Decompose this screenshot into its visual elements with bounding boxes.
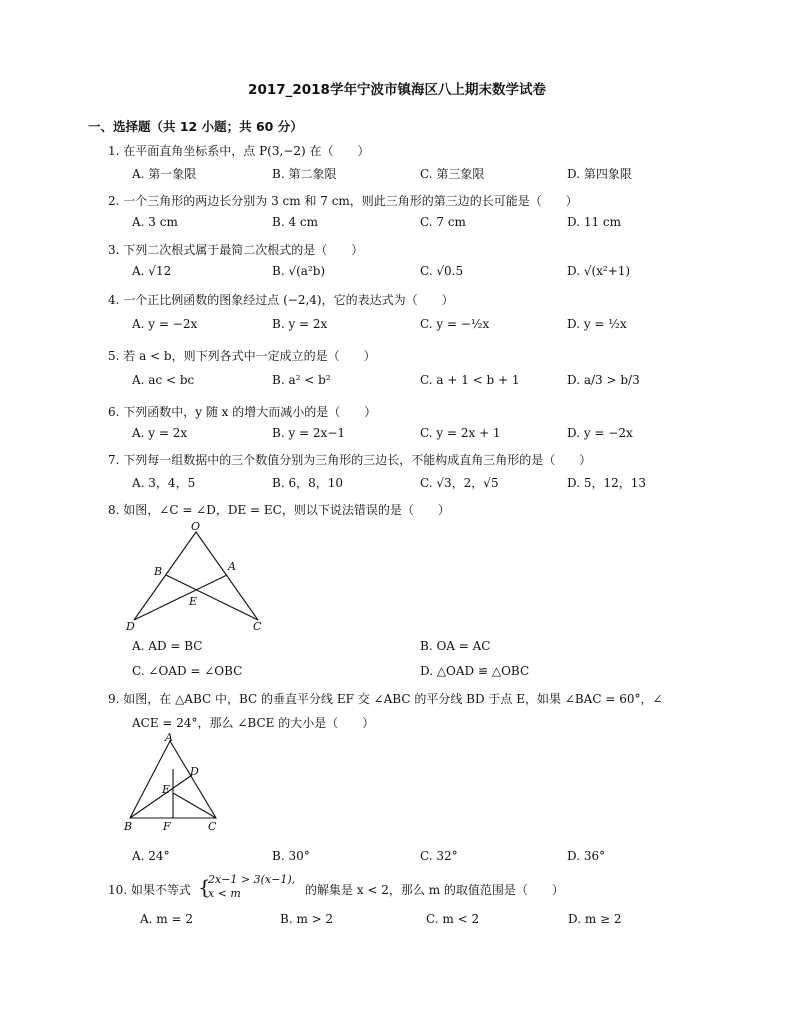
figure-q9-line-ce bbox=[173, 793, 216, 818]
figure-q9-label-b: B bbox=[124, 820, 133, 833]
q1-option-d: D. 第四象限 bbox=[567, 167, 632, 181]
question-9-continued: ACE = 24°，那么 ∠BCE 的大小是（ ） bbox=[132, 716, 375, 730]
figure-q9-label-d: D bbox=[190, 765, 199, 778]
q10-system-line-2: x < m bbox=[208, 887, 241, 900]
q10-option-d: D. m ≥ 2 bbox=[568, 912, 622, 926]
q7-option-b: B. 6，8，10 bbox=[272, 476, 343, 490]
question-10: 10. 如果不等式 bbox=[108, 883, 191, 897]
q4-option-a: A. y = −2x bbox=[132, 317, 198, 331]
q7-option-a: A. 3，4，5 bbox=[132, 476, 196, 490]
figure-q9-bisector-bd bbox=[130, 775, 192, 818]
figure-q8-label-c: C bbox=[253, 620, 262, 633]
figure-q8-label-o: O bbox=[191, 520, 201, 533]
q6-option-c: C. y = 2x + 1 bbox=[420, 426, 501, 440]
section-heading: 一、选择题（共 12 小题；共 60 分） bbox=[88, 119, 303, 134]
figure-q9-label-e: E bbox=[162, 783, 171, 796]
figure-q8-label-d: D bbox=[126, 620, 135, 633]
q5-option-c: C. a + 1 < b + 1 bbox=[420, 373, 520, 387]
q8-option-a: A. AD = BC bbox=[132, 639, 203, 653]
figure-q9-label-c: C bbox=[208, 820, 217, 833]
q8-option-b: B. OA = AC bbox=[420, 639, 491, 653]
q2-option-d: D. 11 cm bbox=[567, 215, 622, 229]
q10-option-a: A. m = 2 bbox=[140, 912, 193, 926]
figure-q8-label-a: A bbox=[228, 560, 236, 573]
q5-option-b: B. a² < b² bbox=[272, 373, 331, 387]
q1-option-b: B. 第二象限 bbox=[272, 167, 337, 181]
q7-option-d: D. 5，12，13 bbox=[567, 476, 646, 490]
q3-option-b: B. √(a²b) bbox=[272, 264, 326, 278]
q3-option-a: A. √12 bbox=[132, 264, 172, 278]
question-7: 7. 下列每一组数据中的三个数值分别为三角形的三边长，不能构成直角三角形的是（ ） bbox=[108, 453, 592, 467]
figure-q8-label-b: B bbox=[154, 565, 163, 578]
q10-system-line-1: 2x−1 > 3(x−1), bbox=[208, 873, 296, 886]
question-8: 8. 如图，∠C = ∠D，DE = EC，则以下说法错误的是（ ） bbox=[108, 503, 450, 517]
q4-option-c: C. y = −½x bbox=[420, 317, 490, 331]
q10-option-c: C. m < 2 bbox=[426, 912, 480, 926]
figure-q8 bbox=[120, 520, 270, 635]
q8-option-d: D. △OAD ≌ △OBC bbox=[420, 664, 530, 678]
q1-option-a: A. 第一象限 bbox=[132, 167, 197, 181]
q5-option-a: A. ac < bc bbox=[132, 373, 195, 387]
q3-option-c: C. √0.5 bbox=[420, 264, 464, 278]
question-3: 3. 下列二次根式属于最简二次根式的是（ ） bbox=[108, 243, 364, 257]
q4-option-b: B. y = 2x bbox=[272, 317, 328, 331]
q8-option-c: C. ∠OAD = ∠OBC bbox=[132, 664, 243, 678]
figure-q9 bbox=[120, 733, 230, 835]
q5-option-d: D. a/3 > b/3 bbox=[567, 373, 640, 387]
q6-option-a: A. y = 2x bbox=[132, 426, 188, 440]
q9-option-a: A. 24° bbox=[132, 849, 170, 863]
q10-system-brace: { bbox=[198, 875, 211, 899]
question-1: 1. 在平面直角坐标系中，点 P(3,−2) 在（ ） bbox=[108, 144, 370, 158]
q6-option-d: D. y = −2x bbox=[567, 426, 633, 440]
q3-option-d: D. √(x²+1) bbox=[567, 264, 631, 278]
q1-option-c: C. 第三象限 bbox=[420, 167, 485, 181]
question-10-continued: 的解集是 x < 2，那么 m 的取值范围是（ ） bbox=[305, 883, 564, 897]
page-title: 2017_2018学年宁波市镇海区八上期末数学试卷 bbox=[248, 82, 546, 98]
q9-option-d: D. 36° bbox=[567, 849, 606, 863]
q9-option-b: B. 30° bbox=[272, 849, 310, 863]
question-9: 9. 如图，在 △ABC 中，BC 的垂直平分线 EF 交 ∠ABC 的平分线 BD 于点 E，如果 ∠BAC = 60°，∠ bbox=[108, 692, 663, 706]
q9-option-c: C. 32° bbox=[420, 849, 458, 863]
question-2: 2. 一个三角形的两边长分别为 3 cm 和 7 cm，则此三角形的第三边的长可能是（ ） bbox=[108, 194, 578, 208]
q2-option-a: A. 3 cm bbox=[132, 215, 178, 229]
figure-q9-label-a: A bbox=[165, 733, 173, 744]
q2-option-b: B. 4 cm bbox=[272, 215, 318, 229]
question-4: 4. 一个正比例函数的图象经过点 (−2,4)，它的表达式为（ ） bbox=[108, 293, 454, 307]
q2-option-c: C. 7 cm bbox=[420, 215, 466, 229]
q4-option-d: D. y = ½x bbox=[567, 317, 627, 331]
q7-option-c: C. √3，2，√5 bbox=[420, 476, 499, 490]
figure-q8-label-e: E bbox=[189, 595, 198, 608]
figure-q9-label-f: F bbox=[163, 820, 171, 833]
q10-option-b: B. m > 2 bbox=[280, 912, 334, 926]
question-6: 6. 下列函数中，y 随 x 的增大而减小的是（ ） bbox=[108, 405, 377, 419]
q6-option-b: B. y = 2x−1 bbox=[272, 426, 346, 440]
question-5: 5. 若 a < b，则下列各式中一定成立的是（ ） bbox=[108, 349, 376, 363]
